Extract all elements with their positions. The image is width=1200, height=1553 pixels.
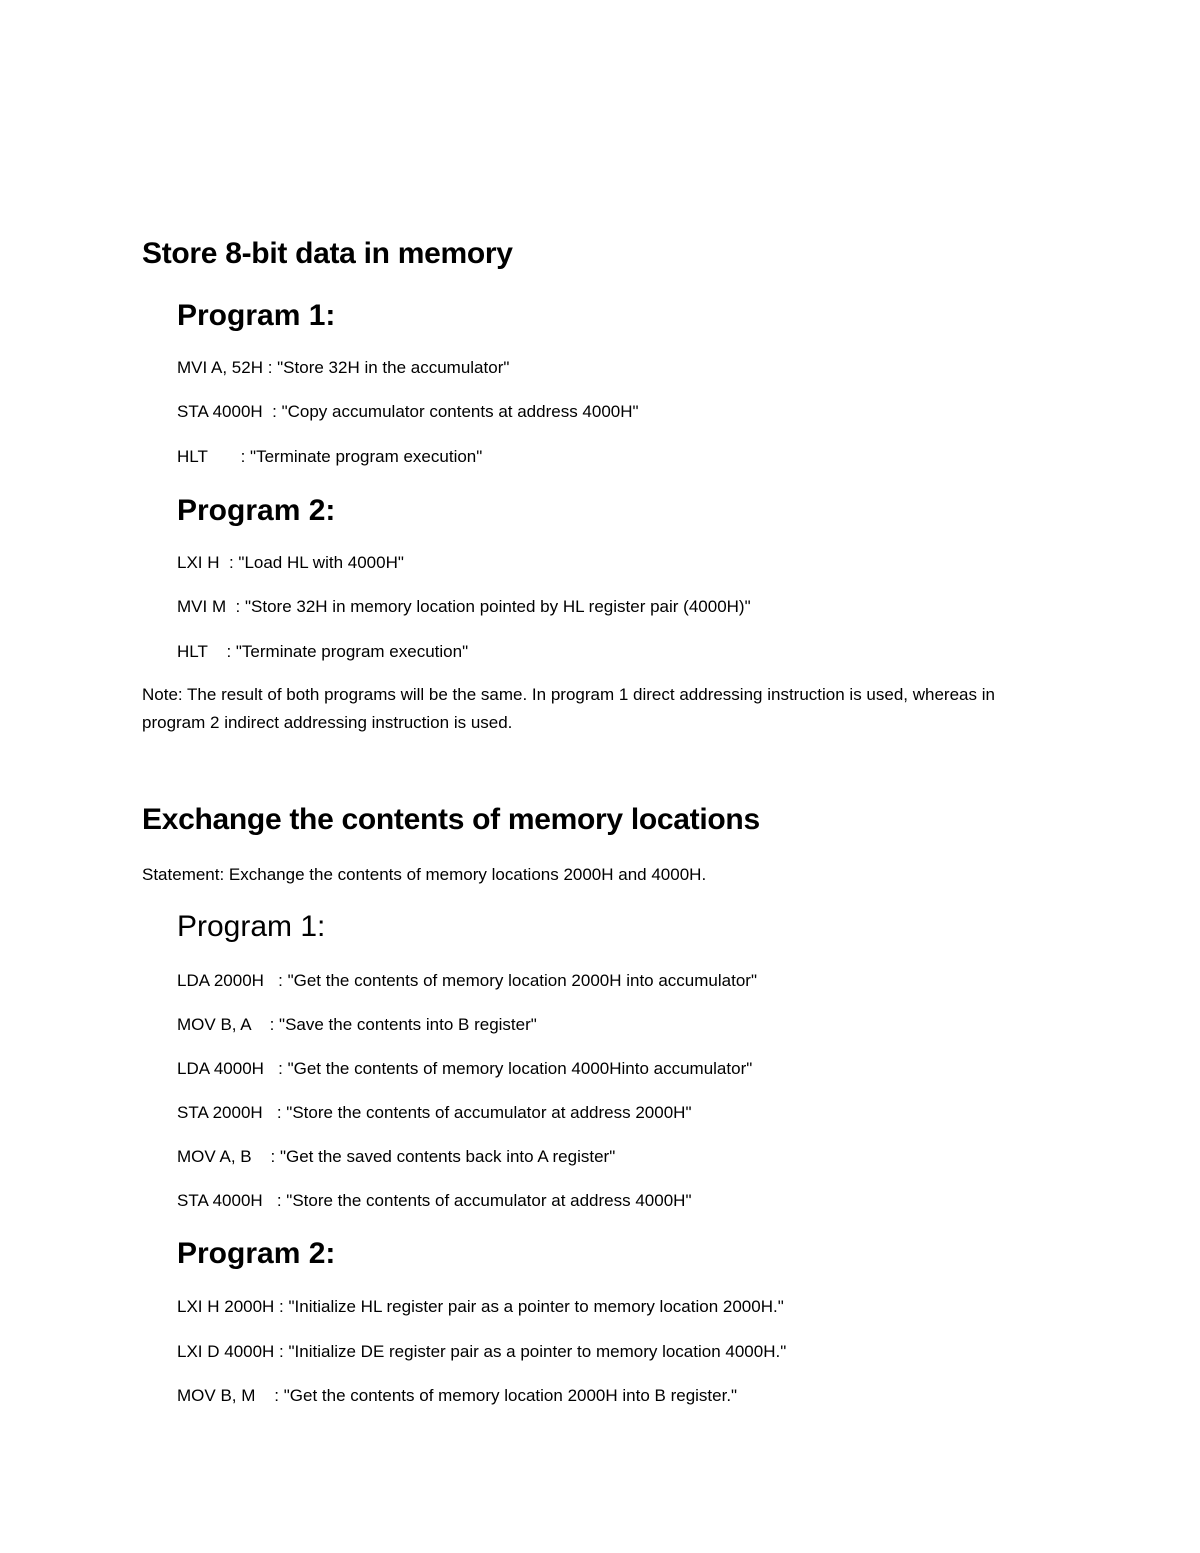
section-title-store-8bit: Store 8-bit data in memory (142, 237, 513, 270)
code-line: LXI D 4000H : "Initialize DE register pair as a pointer to memory location 4000H." (177, 1342, 787, 1361)
program2-heading: Program 2: (177, 494, 336, 527)
code-line: MOV B, A : "Save the contents into B register" (177, 1015, 537, 1034)
code-line: STA 2000H : "Store the contents of accumulator at address 2000H" (177, 1103, 692, 1122)
code-line: HLT : "Terminate program execution" (177, 447, 483, 466)
program1-heading: Program 1: (177, 299, 336, 332)
code-line: MOV A, B : "Get the saved contents back into A register" (177, 1147, 616, 1166)
code-line: LXI H : "Load HL with 4000H" (177, 553, 404, 572)
code-line: HLT : "Terminate program execution" (177, 642, 469, 661)
code-line: LDA 4000H : "Get the contents of memory location 4000Hinto accumulator" (177, 1059, 753, 1078)
code-line: MVI M : "Store 32H in memory location pointed by HL register pair (4000H)" (177, 597, 751, 616)
code-line: LXI H 2000H : "Initialize HL register pair as a pointer to memory location 2000H." (177, 1297, 784, 1316)
code-line: MVI A, 52H : "Store 32H in the accumulator" (177, 358, 510, 377)
code-line: STA 4000H : "Copy accumulator contents at address 4000H" (177, 402, 639, 421)
section-title-exchange: Exchange the contents of memory locations (142, 803, 760, 836)
code-line: MOV B, M : "Get the contents of memory location 2000H into B register." (177, 1386, 738, 1405)
statement-text: Statement: Exchange the contents of memory locations 2000H and 4000H. (142, 865, 707, 884)
program1-heading: Program 1: (177, 910, 326, 943)
code-line: LDA 2000H : "Get the contents of memory location 2000H into accumulator" (177, 971, 757, 990)
code-line: STA 4000H : "Store the contents of accumulator at address 4000H" (177, 1191, 692, 1210)
program2-heading: Program 2: (177, 1237, 336, 1270)
note-paragraph: Note: The result of both programs will be the same. In program 1 direct addressing instruction is used, whereas in program 2 indirect addressing instruction is used. (142, 685, 995, 732)
